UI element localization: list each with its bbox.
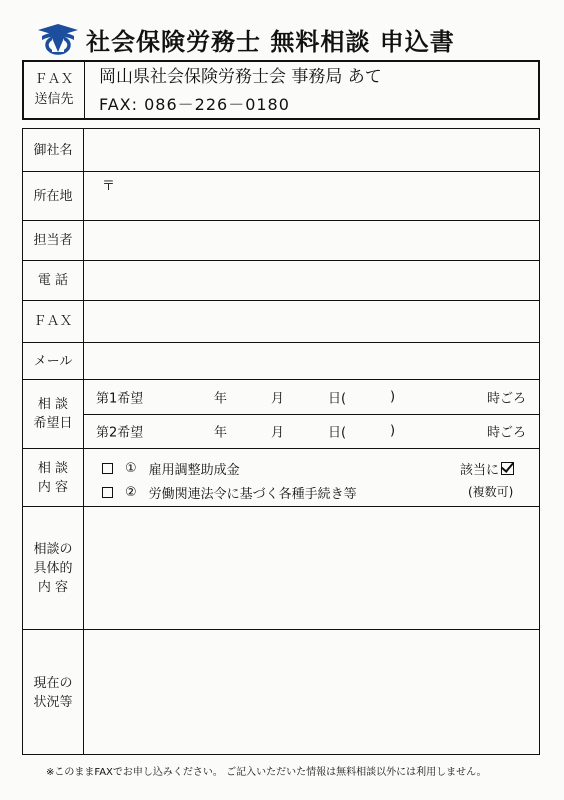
fax-field[interactable]: [84, 301, 539, 342]
option-1-number: ①: [125, 461, 137, 476]
second-choice-month: 月: [271, 425, 285, 441]
check-instruction: [460, 459, 514, 478]
option-labor-procedures[interactable]: [102, 483, 357, 502]
fax-label: ＦＡＸ: [23, 301, 84, 342]
option-2-checkbox[interactable]: [102, 487, 113, 498]
application-form: [22, 128, 540, 755]
option-2-text: 労働関連法令に基づく各種手続き等: [148, 487, 357, 502]
row-consultation-content: [23, 448, 539, 506]
contact-person-field[interactable]: [84, 221, 539, 260]
consultation-content-label: [23, 449, 84, 506]
fax-label-line1: ＦＡＸ: [34, 72, 74, 87]
first-choice-label: 第1希望: [96, 391, 144, 407]
specific-content-field[interactable]: [84, 507, 539, 629]
email-field[interactable]: [84, 343, 539, 379]
current-status-field[interactable]: [84, 630, 539, 755]
consultation-content-field: [84, 449, 539, 506]
preferred-date-label-line2: 希望日: [33, 416, 73, 431]
preferred-date-label-line1: 相 談: [37, 397, 69, 412]
row-phone: [23, 260, 539, 300]
consultation-content-label-line1: 相 談: [37, 460, 69, 476]
specific-content-label-line1: 相談の: [33, 541, 73, 557]
preferred-date-field: [84, 380, 539, 448]
address-field[interactable]: [84, 172, 539, 220]
row-current-status: [23, 629, 539, 755]
preferred-date-label: [23, 380, 84, 448]
current-status-label-line1: 現在の: [33, 675, 73, 691]
company-label: 御社名: [23, 129, 84, 171]
row-company: [23, 129, 539, 171]
fax-destination-details: [85, 62, 538, 118]
email-label: メール: [23, 343, 84, 379]
fax-number: FAX: 086－226－0180: [99, 95, 290, 114]
postal-mark: 〒: [102, 179, 116, 194]
row-fax: [23, 300, 539, 342]
company-field[interactable]: [84, 129, 539, 171]
second-choice-time: 時ごろ: [487, 425, 527, 441]
address-label: 所在地: [23, 172, 84, 220]
row-contact-person: [23, 220, 539, 260]
row-specific-content: [23, 506, 539, 629]
phone-field[interactable]: [84, 261, 539, 300]
row-email: [23, 342, 539, 379]
multiple-allowed-note: (複数可): [468, 485, 514, 499]
checkmark-icon: [501, 462, 514, 475]
fax-destination-box: [22, 60, 540, 120]
phone-label: 電 話: [23, 261, 84, 300]
current-status-label: [23, 630, 84, 755]
second-choice-weekday-close: ): [390, 423, 396, 439]
row-preferred-date: [23, 379, 539, 448]
first-choice-month: 月: [271, 391, 285, 407]
row-address: [23, 171, 539, 220]
header: [36, 22, 455, 56]
fax-recipient: 岡山県社会保険労務士会 事務局 あて: [99, 67, 382, 87]
first-choice-time: 時ごろ: [487, 391, 527, 407]
footer-note: ※このままFAXでお申し込みください。 ご記入いただいた情報は無料相談以外には利用しません。: [46, 767, 487, 778]
option-2-number: ②: [125, 485, 137, 500]
specific-content-label-line2: 具体的: [33, 560, 73, 576]
current-status-label-line2: 状況等: [33, 694, 73, 710]
second-choice-day: 日(: [328, 425, 347, 441]
specific-content-label-line3: 内 容: [37, 579, 69, 595]
fax-label-line2: 送信先: [34, 92, 74, 107]
second-choice-line[interactable]: [84, 414, 539, 448]
check-instruction-text: 該当に: [460, 463, 500, 478]
fax-destination-label: [24, 62, 85, 118]
second-choice-label: 第2希望: [96, 425, 144, 441]
first-choice-day: 日(: [328, 391, 347, 407]
association-logo-icon: [36, 22, 80, 56]
consultation-content-label-line2: 内 容: [37, 479, 69, 495]
option-1-checkbox[interactable]: [102, 463, 113, 474]
contact-person-label: 担当者: [23, 221, 84, 260]
specific-content-label: [23, 507, 84, 629]
option-1-text: 雇用調整助成金: [148, 463, 240, 478]
page-title: 社会保険労務士 無料相談 申込書: [86, 27, 455, 56]
second-choice-year: 年: [214, 425, 228, 441]
first-choice-line[interactable]: [84, 380, 539, 414]
first-choice-weekday-close: ): [390, 389, 396, 405]
first-choice-year: 年: [214, 391, 228, 407]
option-employment-subsidy[interactable]: [102, 459, 240, 478]
